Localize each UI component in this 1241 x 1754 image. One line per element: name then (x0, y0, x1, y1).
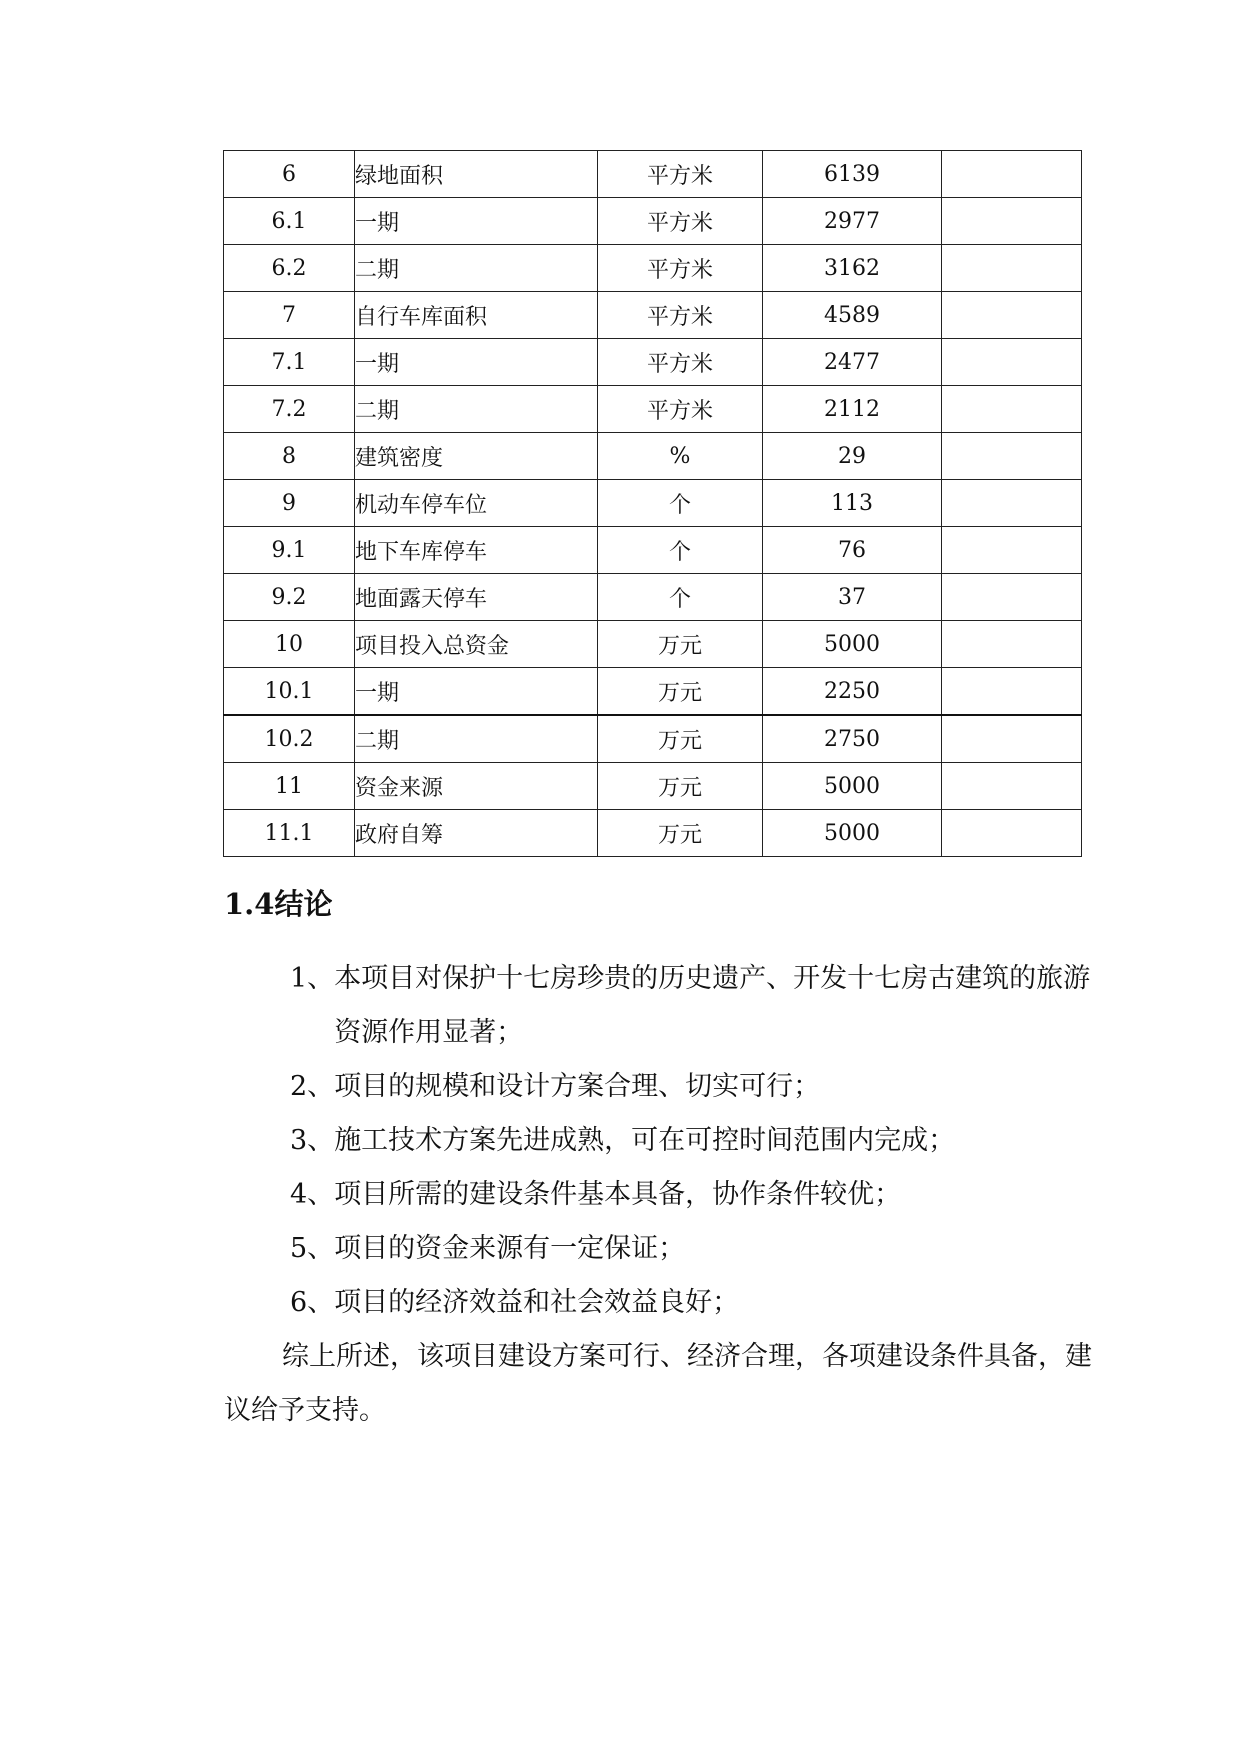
value-cell: 6139 (763, 151, 942, 198)
row-number-cell: 10.2 (224, 715, 355, 763)
unit-cell: 平方米 (598, 151, 763, 198)
row-number-cell: 6 (224, 151, 355, 198)
unit-cell: 万元 (598, 621, 763, 668)
unit-cell: 平方米 (598, 339, 763, 386)
table-row (224, 386, 1082, 433)
conclusion-item (224, 1276, 1094, 1330)
item-name-cell: 资金来源 (355, 763, 598, 810)
item-name-cell: 地下车库停车 (355, 527, 598, 574)
table-row (224, 527, 1082, 574)
row-number-cell: 10 (224, 621, 355, 668)
table-body (224, 151, 1082, 857)
conclusion-item (224, 1114, 1094, 1168)
table-row (224, 433, 1082, 480)
note-cell (942, 715, 1082, 763)
conclusion-number: 3、 (290, 1125, 335, 1156)
value-cell: 2477 (763, 339, 942, 386)
table-row (224, 763, 1082, 810)
table-row (224, 198, 1082, 245)
note-cell (942, 621, 1082, 668)
unit-cell: 个 (598, 574, 763, 621)
note-cell (942, 668, 1082, 716)
item-name-cell: 政府自筹 (355, 810, 598, 857)
value-cell: 2250 (763, 668, 942, 716)
note-cell (942, 763, 1082, 810)
note-cell (942, 527, 1082, 574)
conclusion-text: 施工技术方案先进成熟，可在可控时间范围内完成； (334, 1125, 956, 1156)
table-row (224, 245, 1082, 292)
conclusion-summary: 综上所述，该项目建设方案可行、经济合理，各项建设条件具备，建议给予支持。 (224, 1341, 1092, 1426)
note-cell (942, 245, 1082, 292)
row-number-cell: 9 (224, 480, 355, 527)
item-name-cell: 一期 (355, 668, 598, 716)
note-cell (942, 151, 1082, 198)
note-cell (942, 480, 1082, 527)
unit-cell: 万元 (598, 715, 763, 763)
conclusion-number: 6、 (290, 1287, 335, 1318)
item-name-cell: 二期 (355, 245, 598, 292)
item-name-cell: 二期 (355, 386, 598, 433)
note-cell (942, 386, 1082, 433)
value-cell: 5000 (763, 810, 942, 857)
value-cell: 29 (763, 433, 942, 480)
unit-cell: 个 (598, 527, 763, 574)
unit-cell: 万元 (598, 668, 763, 716)
note-cell (942, 292, 1082, 339)
table-row (224, 574, 1082, 621)
value-cell: 5000 (763, 763, 942, 810)
table-row (224, 339, 1082, 386)
table-row (224, 480, 1082, 527)
row-number-cell: 9.2 (224, 574, 355, 621)
note-cell (942, 433, 1082, 480)
note-cell (942, 339, 1082, 386)
item-name-cell: 二期 (355, 715, 598, 763)
table-row (224, 621, 1082, 668)
row-number-cell: 8 (224, 433, 355, 480)
item-name-cell: 自行车库面积 (355, 292, 598, 339)
unit-cell: 平方米 (598, 292, 763, 339)
conclusion-number: 1、 (290, 963, 335, 994)
row-number-cell: 6.1 (224, 198, 355, 245)
row-number-cell: 11.1 (224, 810, 355, 857)
unit-cell: 平方米 (598, 198, 763, 245)
value-cell: 2750 (763, 715, 942, 763)
conclusion-text: 项目的规模和设计方案合理、切实可行； (334, 1071, 821, 1102)
item-name-cell: 一期 (355, 198, 598, 245)
unit-cell: 平方米 (598, 245, 763, 292)
value-cell: 5000 (763, 621, 942, 668)
unit-cell: % (598, 433, 763, 480)
row-number-cell: 11 (224, 763, 355, 810)
unit-cell: 万元 (598, 810, 763, 857)
conclusions-list (224, 952, 1094, 1438)
row-number-cell: 7.1 (224, 339, 355, 386)
project-indicators-table (223, 150, 1082, 857)
row-number-cell: 7 (224, 292, 355, 339)
row-number-cell: 9.1 (224, 527, 355, 574)
table-row (224, 810, 1082, 857)
note-cell (942, 810, 1082, 857)
table-row (224, 668, 1082, 716)
conclusion-item (224, 1060, 1094, 1114)
table-row (224, 151, 1082, 198)
item-name-cell: 绿地面积 (355, 151, 598, 198)
unit-cell: 个 (598, 480, 763, 527)
row-number-cell: 10.1 (224, 668, 355, 716)
item-name-cell: 地面露天停车 (355, 574, 598, 621)
note-cell (942, 574, 1082, 621)
value-cell: 113 (763, 480, 942, 527)
conclusion-text: 项目的经济效益和社会效益良好； (334, 1287, 740, 1318)
conclusion-text: 本项目对保护十七房珍贵的历史遗产、开发十七房古建筑的旅游资源作用显著； (334, 963, 1091, 1048)
conclusion-text: 项目的资金来源有一定保证； (334, 1233, 686, 1264)
value-cell: 76 (763, 527, 942, 574)
conclusion-item (224, 1222, 1094, 1276)
item-name-cell: 项目投入总资金 (355, 621, 598, 668)
item-name-cell: 机动车停车位 (355, 480, 598, 527)
value-cell: 4589 (763, 292, 942, 339)
conclusion-item (224, 952, 1094, 1060)
unit-cell: 万元 (598, 763, 763, 810)
row-number-cell: 7.2 (224, 386, 355, 433)
row-number-cell: 6.2 (224, 245, 355, 292)
value-cell: 2112 (763, 386, 942, 433)
value-cell: 37 (763, 574, 942, 621)
conclusion-item (224, 1168, 1094, 1222)
value-cell: 2977 (763, 198, 942, 245)
table-row (224, 292, 1082, 339)
section-title: 1.4结论 (224, 887, 333, 921)
note-cell (942, 198, 1082, 245)
conclusion-text: 项目所需的建设条件基本具备，协作条件较优； (334, 1179, 902, 1210)
conclusion-number: 2、 (290, 1071, 335, 1102)
value-cell: 3162 (763, 245, 942, 292)
conclusion-items (224, 952, 1094, 1330)
unit-cell: 平方米 (598, 386, 763, 433)
conclusion-number: 4、 (290, 1179, 335, 1210)
conclusion-number: 5、 (290, 1233, 335, 1264)
item-name-cell: 一期 (355, 339, 598, 386)
item-name-cell: 建筑密度 (355, 433, 598, 480)
table-row (224, 715, 1082, 763)
